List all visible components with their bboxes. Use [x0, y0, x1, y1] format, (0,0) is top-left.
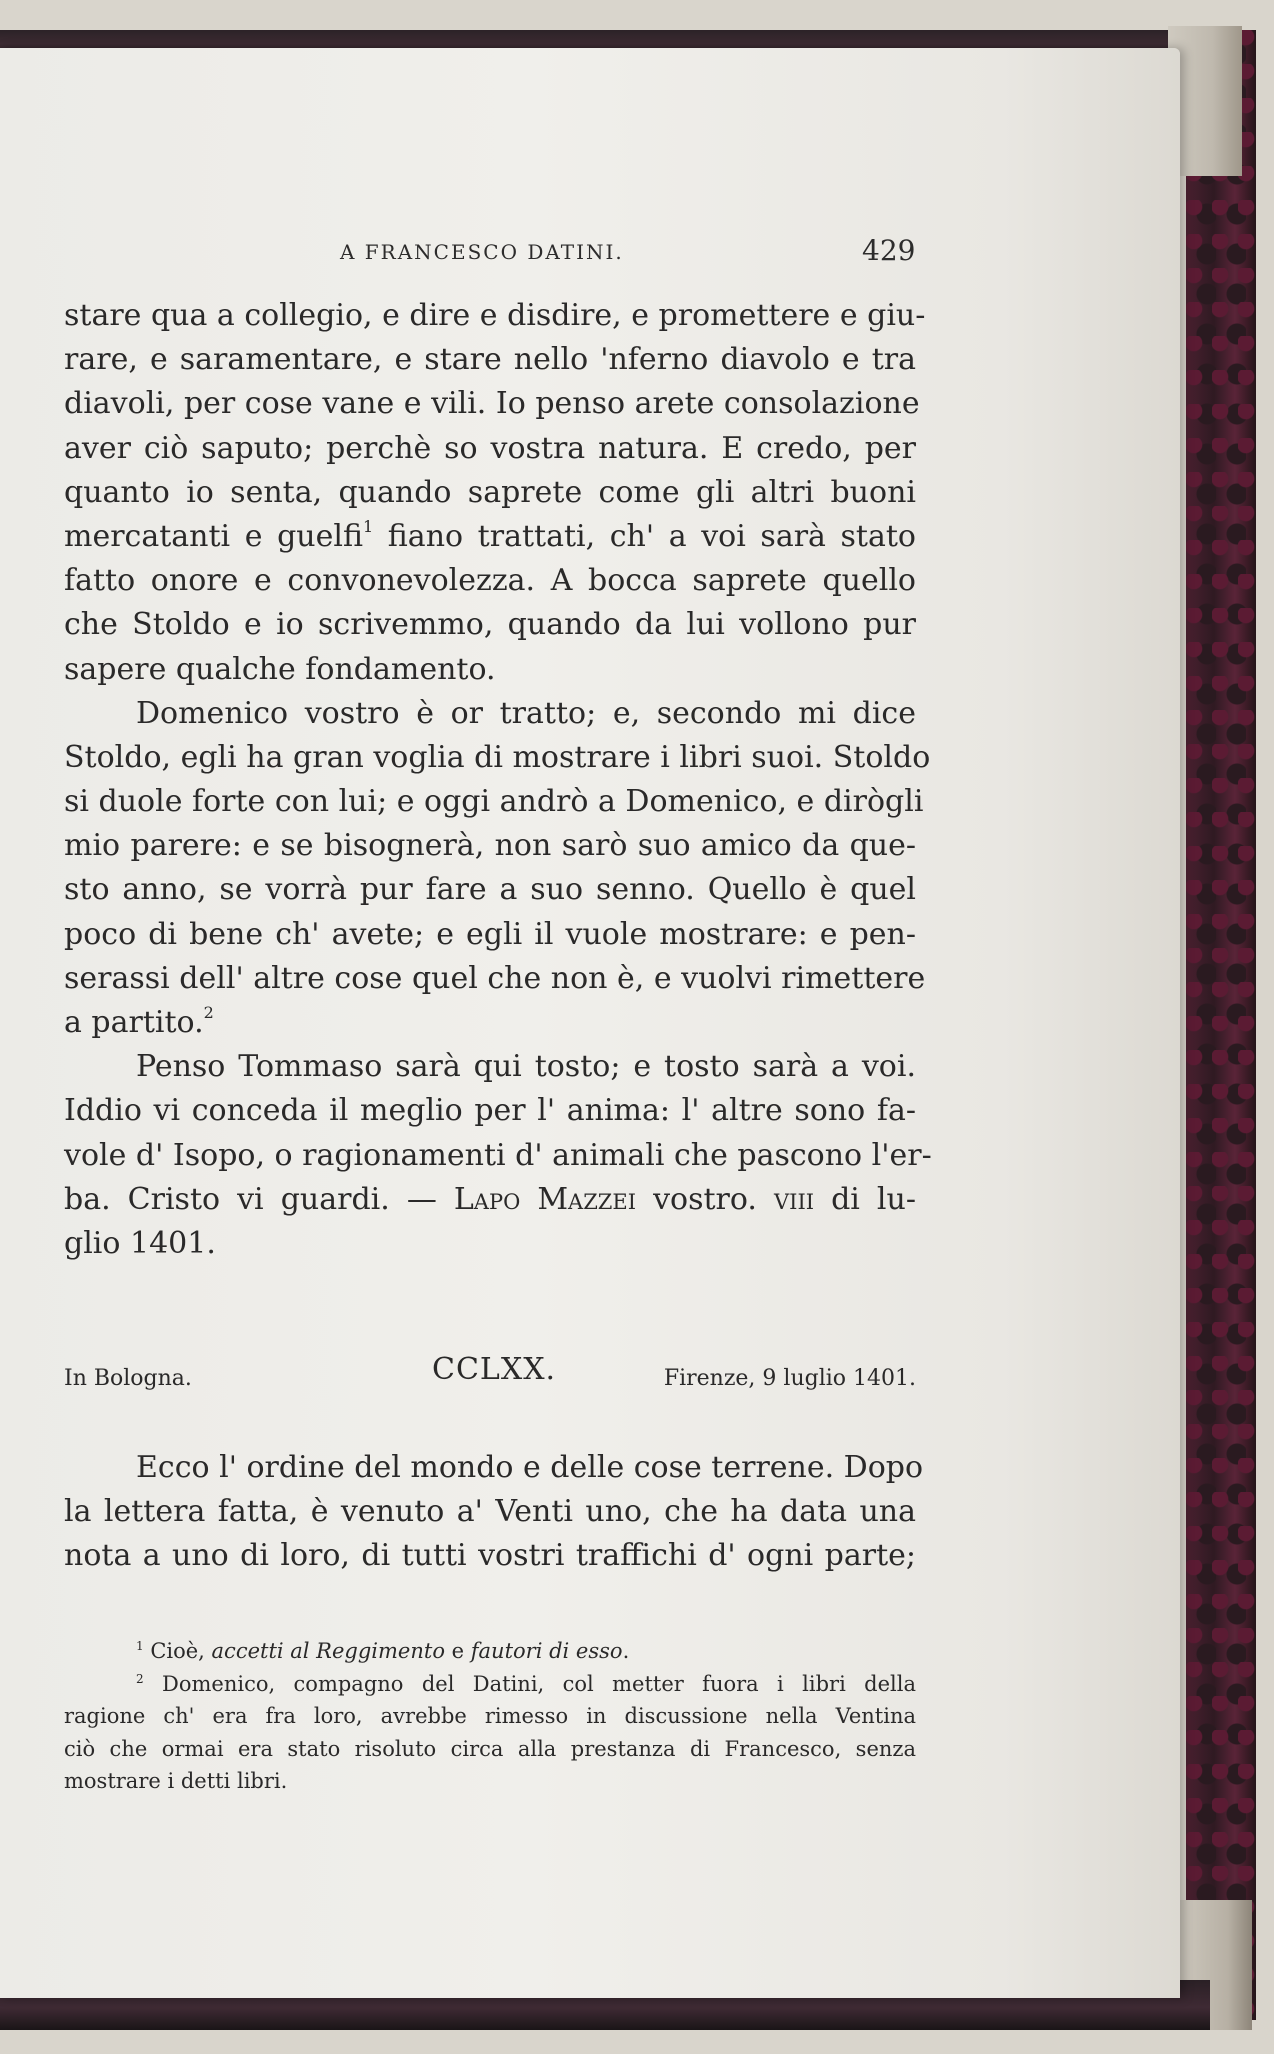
text-line: si duole forte con lui; e oggi andrò a Domenico, e dirògli [64, 784, 924, 820]
text-line: diavoli, per cose vane e vili. Io penso arete consolazione [64, 386, 920, 422]
date-roman: viii [773, 1181, 815, 1217]
footnotes [64, 1635, 916, 1798]
footnote-marker: 1 [363, 516, 374, 536]
text-line: vole d' Isopo, o ragionamenti d' animali che pascono l'er- [64, 1137, 932, 1173]
text-span: Domenico, compagno del Datini, col metter fuora i libri della [143, 1671, 916, 1696]
text-line: Iddio vi conceda il meglio per l' anima: l' altre sono fa- [64, 1093, 916, 1129]
footnote-line: ragione ch' era fra loro, avrebbe rimesso in discussione nella Ventina [64, 1704, 916, 1728]
text-line: la lettera fatta, è venuto a' Venti uno, che ha data una [64, 1494, 916, 1530]
text-line: Stoldo, egli ha gran voglia di mostrare i libri suoi. Stoldo [64, 739, 931, 775]
letter-header [64, 1352, 916, 1392]
text-line: stare qua a collegio, e dire e disdire, e promettere e giu- [64, 298, 926, 333]
text-span: Cioè, [143, 1639, 212, 1663]
text-line: glio 1401. [64, 1225, 216, 1261]
letter-body [64, 1446, 924, 1579]
text-line: poco di bene ch' avete; e egli il vuole mostrare: e pen- [64, 916, 916, 952]
footnote-marker: 2 [203, 1003, 214, 1022]
text-line: rare, e saramentare, e stare nello 'nferno diavolo e tra [64, 342, 916, 378]
page-number: 429 [862, 234, 916, 267]
text-span: vostro. [636, 1181, 774, 1217]
text-line: quanto io senta, quando saprete come gli altri buoni [64, 474, 916, 510]
book-page [0, 48, 1180, 1998]
text-line: mio parere: e se bisognerà, non sarò suo amico da que- [64, 828, 916, 864]
text-line: fatto onore e convonevolezza. A bocca saprete quello [64, 563, 916, 599]
signature: Lapo Mazzei [453, 1181, 637, 1217]
text-line: nota a uno di loro, di tutti vostri traffichi d' ogni parte; [64, 1538, 916, 1574]
letter-destination: In Bologna. [64, 1366, 192, 1391]
footnote-number: 2 [136, 1671, 144, 1686]
text-span: a partito. [64, 1005, 204, 1040]
text-line: sto anno, se vorrà pur fare a suo senno. Quello è quel [64, 872, 916, 908]
text-line [64, 1178, 916, 1222]
text-span: fautori di esso [470, 1639, 623, 1663]
footnote-number: 1 [136, 1639, 144, 1653]
text-span: accetti al Reggimento [211, 1639, 445, 1663]
letter-place-date: Firenze, 9 luglio 1401. [663, 1366, 916, 1391]
text-line: sapere qualche fondamento. [64, 651, 496, 687]
text-line: Domenico vostro è or tratto; e, secondo mi dice [136, 695, 916, 731]
footnote-line: ciò che ormai era stato risoluto circa alla prestanza di Francesco, senza [64, 1736, 916, 1761]
marbled-cover-edge [1186, 30, 1256, 2020]
letter-number: CCLXX. [432, 1352, 557, 1387]
text-line [64, 1001, 916, 1045]
footnote-line: mostrare i detti libri. [64, 1769, 288, 1793]
text-line: Ecco l' ordine del mondo e delle cose terrene. Dopo [136, 1450, 924, 1485]
text-span: . [622, 1639, 630, 1663]
footnote-1 [64, 1635, 916, 1668]
running-head: A FRANCESCO DATINI. [340, 240, 624, 264]
text-span: fiano trattati, ch' a voi sarà stato [373, 518, 916, 554]
text-span: ba. Cristo vi guardi. — [64, 1181, 454, 1217]
text-span: di lu- [814, 1181, 916, 1217]
letter-continuation [64, 294, 932, 1266]
text-span: e [444, 1639, 471, 1663]
text-line: Penso Tommaso sarà qui tosto; e tosto sarà a voi. [136, 1049, 916, 1085]
text-line: che Stoldo e io scrivemmo, quando da lui vollono pur [64, 607, 916, 643]
text-span: mercatanti e guelfi [64, 518, 363, 554]
text-line [64, 515, 916, 559]
footnote-2 [64, 1668, 916, 1701]
text-line: aver ciò saputo; perchè so vostra natura. E credo, per [64, 430, 916, 466]
text-line: serassi dell' altre cose quel che non è, e vuolvi rimettere [64, 960, 926, 996]
